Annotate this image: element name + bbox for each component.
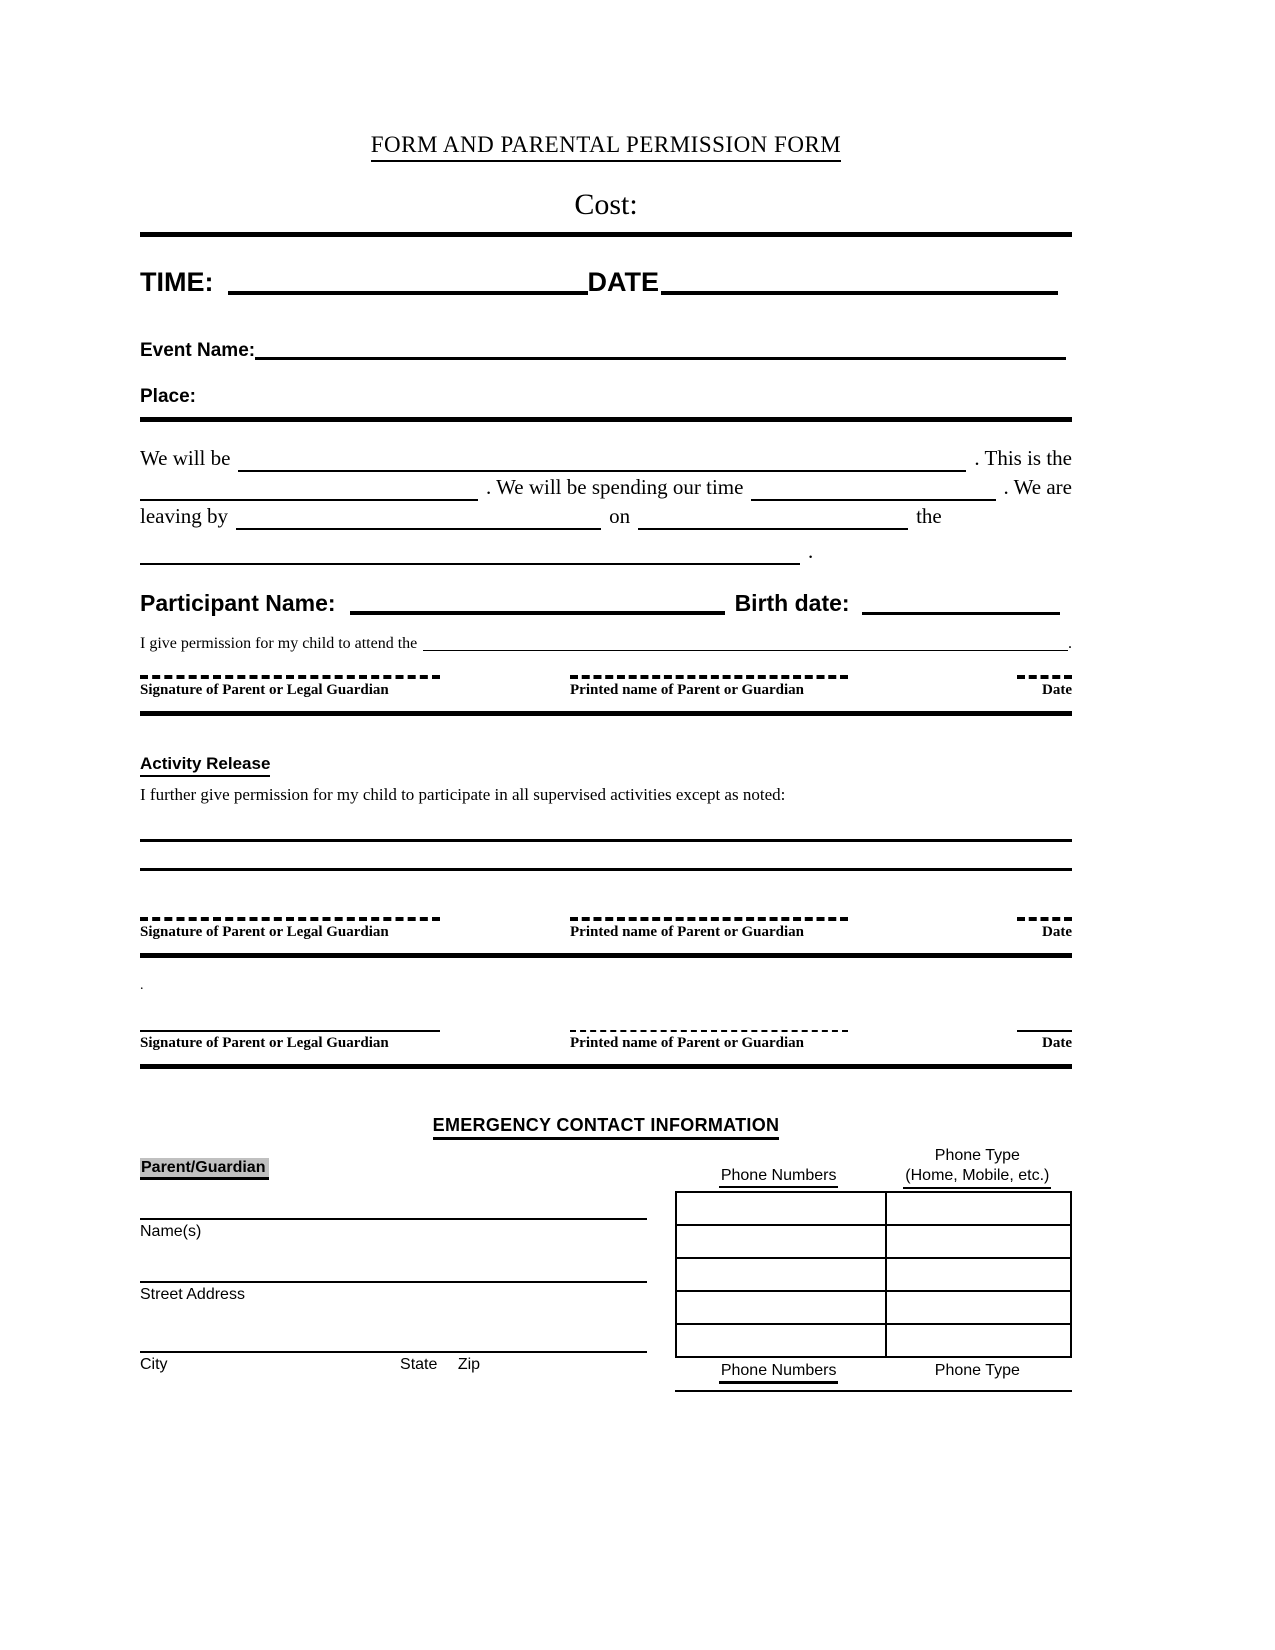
date-line[interactable] — [1017, 1030, 1072, 1032]
names-field — [140, 1218, 647, 1241]
title-wrap — [140, 132, 1072, 162]
printed-name-line[interactable] — [570, 675, 848, 679]
permission-text: I give permission for my child to attend the — [140, 635, 418, 652]
place-label: Place: — [140, 386, 196, 407]
trip-text: . — [808, 539, 814, 563]
phone-number-cell[interactable] — [677, 1226, 887, 1257]
street-address-field-line[interactable] — [140, 1281, 647, 1283]
city-label: City — [140, 1356, 168, 1373]
phone-type-header-cell — [883, 1146, 1072, 1189]
trip-text: the — [916, 504, 942, 528]
trip-line-4 — [140, 539, 1072, 568]
date-blank[interactable] — [661, 291, 1058, 295]
section-divider — [140, 953, 1072, 958]
signature-label: Signature of Parent or Legal Guardian — [140, 1035, 389, 1051]
event-name-blank[interactable] — [255, 357, 1066, 360]
trip-text: leaving by — [140, 504, 229, 528]
printed-name-label: Printed name of Parent or Guardian — [570, 682, 805, 698]
city-state-zip-field-line[interactable] — [140, 1351, 647, 1353]
phone-number-cell[interactable] — [677, 1259, 887, 1290]
signature-column — [140, 1030, 440, 1052]
phone-table-header — [675, 1146, 1072, 1189]
birthdate-blank[interactable] — [862, 612, 1060, 615]
signature-label: Signature of Parent or Legal Guardian — [140, 682, 389, 698]
phone-number-cell[interactable] — [677, 1325, 887, 1356]
printed-name-line[interactable] — [570, 917, 848, 921]
participant-name-label: Participant Name: — [140, 590, 336, 616]
signature-line[interactable] — [140, 1030, 440, 1032]
printed-name-column — [570, 1030, 848, 1052]
section-divider — [140, 711, 1072, 716]
phone-type-cell[interactable] — [887, 1325, 1070, 1356]
trip-blank-4[interactable] — [236, 528, 601, 530]
activity-notes-line-1[interactable] — [140, 839, 1072, 842]
form-title: FORM AND PARENTAL PERMISSION FORM — [371, 132, 842, 162]
emergency-heading-wrap — [140, 1115, 1072, 1140]
date-column — [1017, 1030, 1072, 1052]
activity-release-heading: Activity Release — [140, 754, 270, 777]
city-state-zip-labels — [140, 1356, 647, 1374]
names-field-label: Name(s) — [140, 1223, 202, 1240]
phone-type-header: Phone Type — [934, 1147, 1020, 1164]
event-name-row — [140, 340, 1072, 362]
city-state-zip-field — [140, 1351, 647, 1374]
signature-block-1 — [140, 675, 1072, 699]
trip-text: We will be — [140, 446, 231, 470]
signature-label: Signature of Parent or Legal Guardian — [140, 924, 389, 940]
phone-section — [675, 1146, 1072, 1392]
birthdate-label: Birth date: — [734, 590, 850, 616]
printed-name-label: Printed name of Parent or Guardian — [570, 924, 805, 940]
stray-period: . — [140, 978, 144, 993]
phone-number-cell[interactable] — [677, 1193, 887, 1224]
section-divider — [140, 232, 1072, 237]
phone-type-cell[interactable] — [887, 1193, 1070, 1224]
phone-type-subheader: (Home, Mobile, etc.) — [903, 1166, 1051, 1189]
permission-blank[interactable] — [423, 650, 1068, 651]
signature-block-3 — [140, 1030, 1072, 1052]
printed-name-column — [570, 917, 848, 941]
form-content — [140, 0, 1072, 1392]
phone-table-row — [677, 1224, 1070, 1257]
trip-blank-2[interactable] — [140, 499, 478, 501]
phone-type-cell[interactable] — [887, 1292, 1070, 1323]
signature-column — [140, 675, 440, 699]
phone-table-row — [677, 1257, 1070, 1290]
time-date-row — [140, 267, 1072, 298]
signature-line[interactable] — [140, 917, 440, 921]
permission-period: . — [1068, 635, 1072, 652]
date-line[interactable] — [1017, 675, 1072, 679]
emergency-columns — [140, 1146, 1072, 1392]
date-line[interactable] — [1017, 917, 1072, 921]
date-label: DATE — [587, 267, 659, 297]
parent-guardian-label: Parent/Guardian — [140, 1158, 269, 1180]
trip-line-2 — [140, 475, 1072, 504]
trip-text: . This is the — [974, 446, 1072, 470]
trip-line-1 — [140, 446, 1072, 475]
signature-line[interactable] — [140, 675, 440, 679]
trip-blank-6[interactable] — [140, 563, 800, 565]
trip-blank-3[interactable] — [751, 499, 995, 501]
parent-guardian-section — [140, 1146, 647, 1392]
street-address-field — [140, 1281, 647, 1304]
phone-numbers-footer: Phone Numbers — [719, 1362, 839, 1384]
phone-numbers-header: Phone Numbers — [719, 1167, 839, 1188]
phone-table-row — [677, 1323, 1070, 1356]
trip-text: . We will be spending our time — [486, 475, 744, 499]
cost-label: Cost: — [574, 188, 638, 221]
phone-numbers-header-cell — [675, 1167, 883, 1189]
participant-row — [140, 590, 1072, 617]
time-blank[interactable] — [228, 291, 588, 295]
phone-type-footer: Phone Type — [934, 1362, 1020, 1379]
trip-blank-5[interactable] — [638, 528, 908, 530]
trip-blank-1[interactable] — [238, 470, 966, 472]
printed-name-label: Printed name of Parent or Guardian — [570, 1035, 805, 1051]
date-label: Date — [1042, 682, 1072, 698]
trip-line-3 — [140, 504, 1072, 533]
trip-text: on — [609, 504, 631, 528]
printed-name-column — [570, 675, 848, 699]
activity-notes-line-2[interactable] — [140, 868, 1072, 871]
phone-table — [675, 1191, 1072, 1358]
zip-label: Zip — [457, 1356, 481, 1373]
emergency-heading: EMERGENCY CONTACT INFORMATION — [433, 1115, 780, 1140]
activity-release-text: I further give permission for my child to participate in all supervised activities except as noted: — [140, 785, 786, 804]
activity-release-heading-wrap — [140, 754, 1072, 777]
event-name-label: Event Name: — [140, 340, 256, 361]
date-label: Date — [1042, 924, 1072, 940]
signature-block-2 — [140, 917, 1072, 941]
section-divider — [140, 1064, 1072, 1069]
time-label: TIME: — [140, 267, 214, 297]
date-column — [1017, 675, 1072, 699]
phone-table-row — [677, 1193, 1070, 1224]
phone-type-cell[interactable] — [887, 1259, 1070, 1290]
names-field-line[interactable] — [140, 1218, 647, 1220]
phone-table-footer — [675, 1358, 1072, 1392]
participant-name-blank[interactable] — [350, 611, 725, 615]
street-address-field-label: Street Address — [140, 1286, 245, 1303]
phone-numbers-footer-cell — [675, 1362, 883, 1384]
printed-name-line[interactable] — [570, 1030, 848, 1032]
signature-column — [140, 917, 440, 941]
date-column — [1017, 917, 1072, 941]
permission-row — [140, 635, 1072, 653]
trip-text: . We are — [1003, 475, 1072, 499]
date-label: Date — [1042, 1035, 1072, 1051]
phone-table-row — [677, 1290, 1070, 1323]
trip-paragraph — [140, 446, 1072, 568]
place-row[interactable] — [140, 386, 1072, 422]
state-label: State — [400, 1356, 438, 1373]
parent-guardian-label-wrap — [140, 1158, 647, 1180]
phone-type-cell[interactable] — [887, 1226, 1070, 1257]
phone-number-cell[interactable] — [677, 1292, 887, 1323]
